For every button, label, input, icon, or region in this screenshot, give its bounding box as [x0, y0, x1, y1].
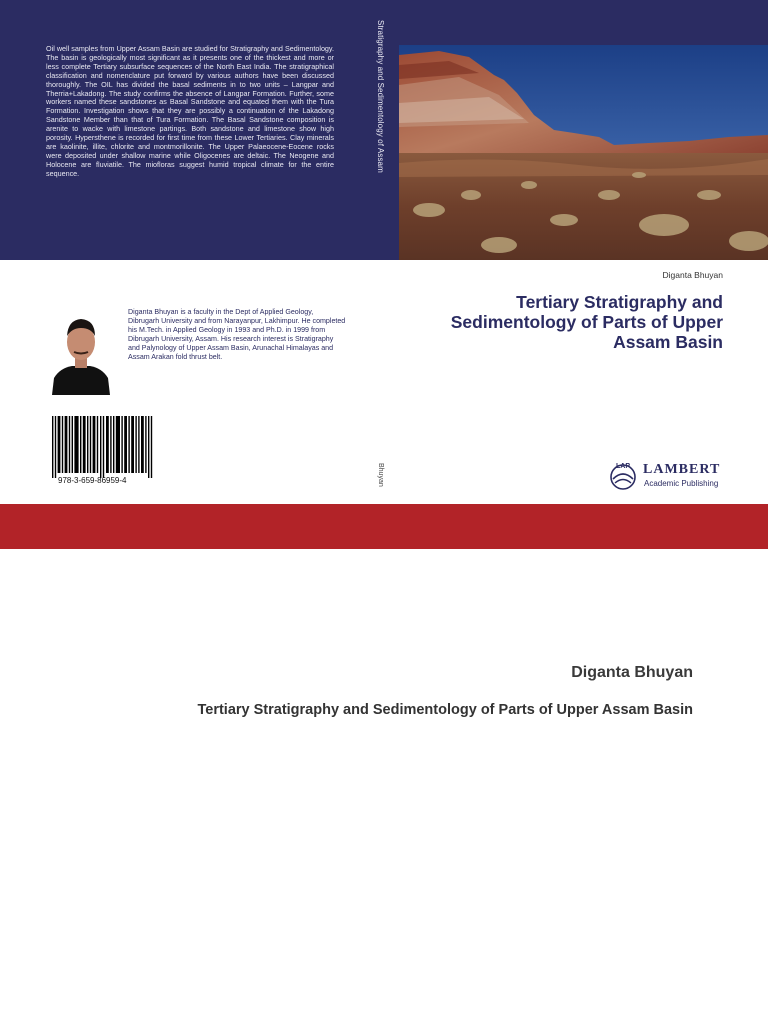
listing-author: Diganta Bhuyan: [571, 664, 693, 681]
cover-title: Tertiary Stratigraphy and Sedimentology of Parts of Upper Assam Basin: [450, 292, 723, 352]
back-cover-blurb: Oil well samples from Upper Assam Basin are studied for Stratigraphy and Sedimentology. The basin is geologically most significant as it presents one of the thickest and more or less complete Tertiary subsurface sequences of the North East India. The stratigraphical classification and nomenclature put forward by various authors have been discussed thoroughly. The OIL has divided the basal sediments in to two units – Langpar and Therria+Lakadong. The study confirms the absence of Langpar Formation. Further, some workers named these sandstones as Basal Sandstone and equated them with the Tura Formation. Investigation shows that they are possibly a continuation of the Lakadong Sandstone Member than that of Tura Formation. The Basal Sandstone composition is arenite to wacke with limestone partings. Both sandstone and limestone show high porosity. Hypersthene is recorded for first time from these Lower Tertiaries. Clay minerals are kaolinite, illite, chlorite and montmorillonite. The Upper Palaeocene-Eocene rocks were deposited under shallow marine while Oligocenes are deltaic. The Neogene and Holocene are fluviatile. The miofloras suggest humid tropical climate for the entire sequence.: [46, 44, 334, 178]
landscape-photo: [399, 45, 768, 260]
svg-text:LAP: LAP: [616, 463, 630, 470]
listing-title: Tertiary Stratigraphy and Sedimentology of Parts of Upper Assam Basin: [197, 702, 693, 718]
author-bio: Diganta Bhuyan is a faculty in the Dept of Applied Geology, Dibrugarh University and from Narayanpur, Lakhimpur. He completed his M.Tech. in Applied Geology in 1993 and Ph.D. in 1999 from Dibrugarh University, Assam. His research interest is Stratigraphy and Palynology of Upper Assam Basin, Arunachal Himalayas and Assam Arakan fold thrust belt.: [128, 308, 346, 361]
isbn-number: 978-3-659-86959-4: [58, 476, 127, 485]
spine-author: Bhuyan: [377, 463, 384, 487]
publisher-name: LAMBERT: [643, 462, 721, 477]
barcode-bars: [52, 416, 154, 478]
publisher-subtitle: Academic Publishing: [644, 479, 719, 488]
lap-emblem-icon: [607, 459, 641, 491]
author-portrait: [48, 306, 114, 395]
spine-title: Stratigraphy and Sedimentology of Assam: [376, 20, 385, 173]
cover-author: Diganta Bhuyan: [662, 270, 723, 280]
publisher-logo: [607, 459, 729, 491]
barcode: [50, 414, 156, 476]
bottom-red-band: [0, 504, 768, 549]
